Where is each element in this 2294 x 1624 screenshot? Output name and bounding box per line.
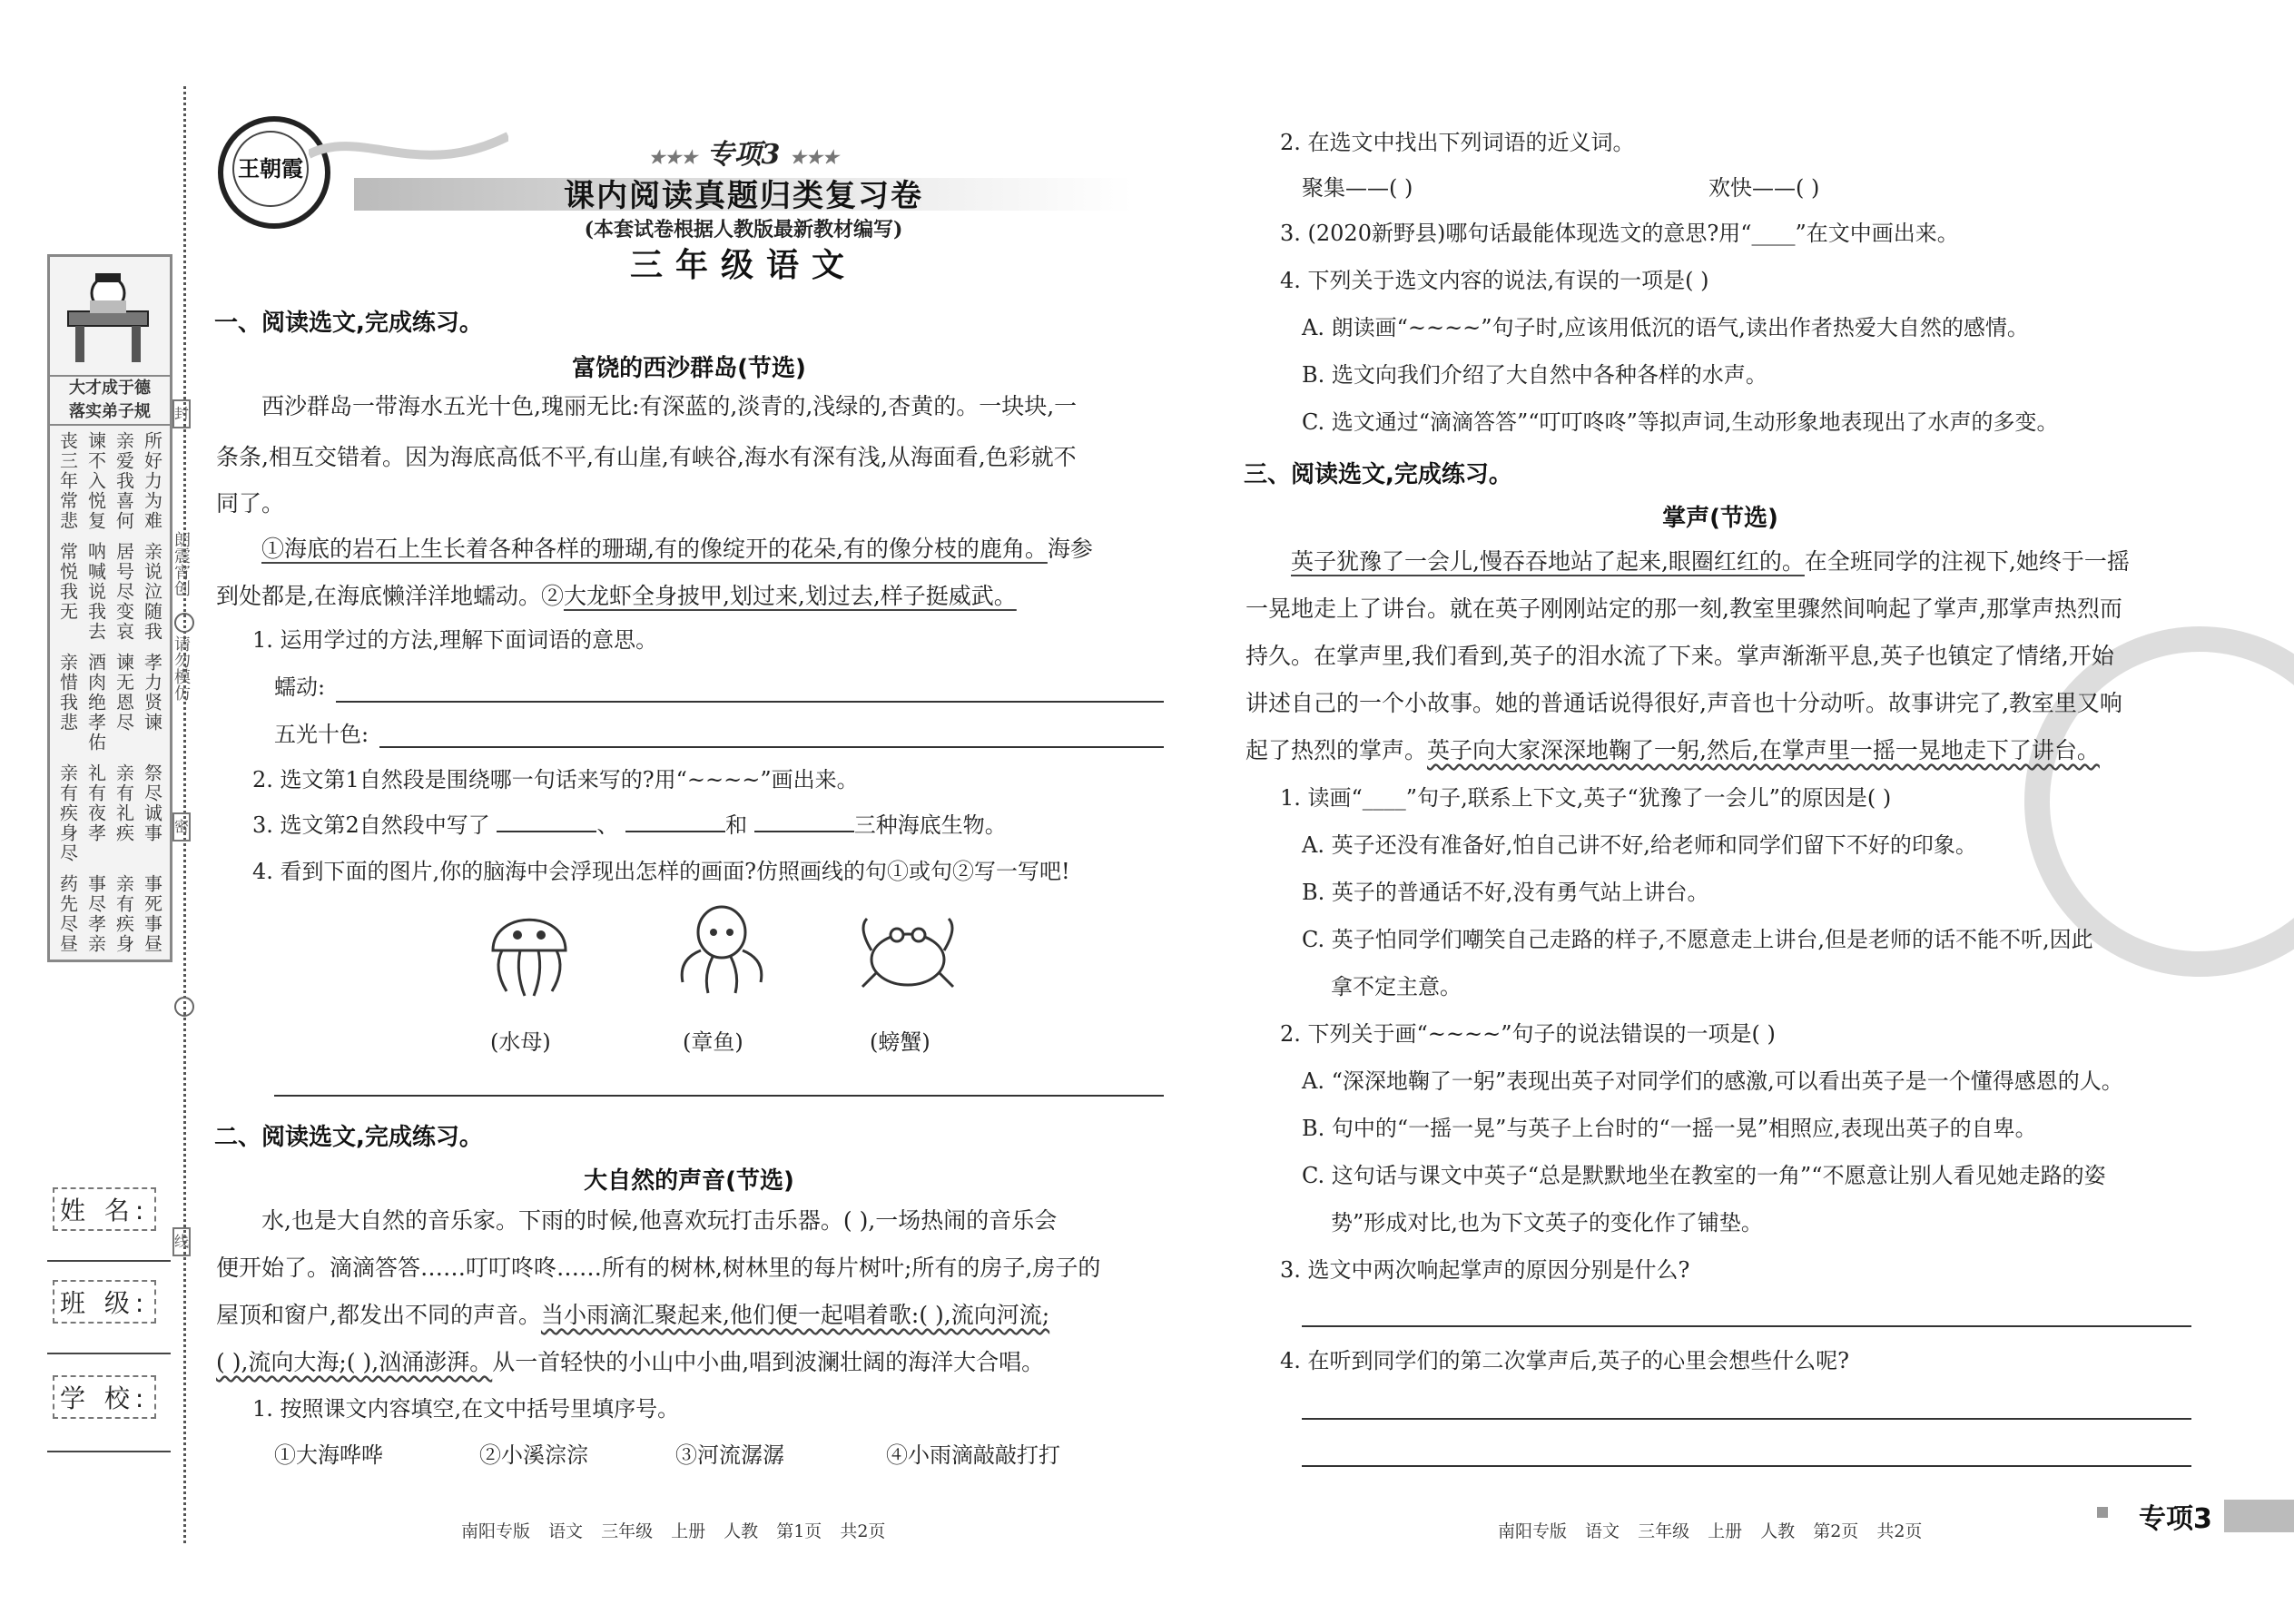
s3-question-3: 3. 选文中两次响起掌声的原因分别是什么? bbox=[1280, 1257, 1690, 1283]
poem-column: 事死事昼 bbox=[141, 874, 163, 954]
stars-left: ★★★ bbox=[648, 146, 698, 168]
poem-column: 呐喊说我去 bbox=[84, 542, 107, 642]
punch-hole-icon bbox=[174, 613, 194, 633]
scholar-icon bbox=[50, 257, 166, 373]
wavy-sentence: 当小雨滴汇聚起来,他们便一起唱着歌:( ),流向河流; bbox=[540, 1302, 1050, 1328]
motto-panel bbox=[47, 254, 172, 962]
poem-block-1 bbox=[50, 426, 170, 536]
underlined-sentence-3: 英子犹豫了一会儿,慢吞吞地站了起来,眼圈红红的。 bbox=[1291, 548, 1805, 575]
poem-column: 亲有疾身 bbox=[113, 874, 135, 954]
s1-question-1: 1. 运用学过的方法,理解下面词语的意思。 bbox=[252, 627, 658, 653]
name-label: 姓 名: bbox=[53, 1187, 156, 1231]
s2-q4-option-a: A. 朗读画“~~~~”句子时,应该用低沉的语气,读出作者热爱大自然的感情。 bbox=[1302, 315, 2029, 340]
passage-fragment: 海参 bbox=[1047, 536, 1093, 562]
wavy-sentence: 英子向大家深深地鞠了一躬,然后,在掌声里一摇一晃地走下了讲台。 bbox=[1427, 737, 2100, 763]
q3-sep: 、 bbox=[596, 812, 619, 838]
s1-q1-word-b: 五光十色: bbox=[274, 722, 369, 747]
crab-label: (螃蟹) bbox=[870, 1029, 930, 1055]
logo-text: 王朝霞 bbox=[232, 131, 309, 207]
school-field[interactable] bbox=[47, 1451, 171, 1452]
jellyfish-label: (水母) bbox=[490, 1029, 551, 1055]
stars-right: ★★★ bbox=[789, 146, 839, 168]
section2-passage-title: 大自然的声音(节选) bbox=[584, 1167, 794, 1195]
subject-title bbox=[354, 132, 1133, 172]
passage-line: 条条,相互交错着。因为海底高低不平,有山崖,有峡谷,海水有深有浅,从海面看,色彩就不 bbox=[216, 444, 1077, 470]
poem-column: 亲说泣随我 bbox=[141, 542, 163, 642]
passage-fragment: 屋顶和窗户,都发出不同的声音。 bbox=[216, 1302, 541, 1328]
passage-fragment: 在全班同学的注视下,她终于一摇 bbox=[1804, 548, 2130, 575]
s3-q4-answer-line-2[interactable] bbox=[1302, 1465, 2191, 1467]
passage-fragment: 到处都是,在海底懒洋洋地蠕动。② bbox=[216, 583, 564, 609]
s1-q1-answer-a[interactable] bbox=[336, 701, 1164, 703]
s3-q3-answer[interactable] bbox=[1302, 1325, 2191, 1327]
poem-column: 丧三年常悲 bbox=[56, 431, 79, 531]
s3-q1-option-a: A. 英子还没有准备好,怕自己讲不好,给老师和同学们留下不好的印象。 bbox=[1302, 832, 1977, 858]
mascot-illustration bbox=[50, 257, 170, 377]
s3-q2-option-b: B. 句中的“一摇一晃”与英子上台时的“一摇一晃”相照应,表现出英子的自卑。 bbox=[1302, 1116, 2037, 1141]
poem-column: 孝力贤谏 bbox=[141, 653, 163, 733]
passage-line: 同了。 bbox=[216, 490, 285, 517]
q3-text: 3. 选文第2自然段中写了 bbox=[252, 812, 490, 838]
margin-text-author: 朗震宵创 bbox=[172, 531, 191, 596]
poem-column: 所好力为难 bbox=[141, 431, 163, 531]
class-field[interactable] bbox=[47, 1353, 171, 1354]
s2-q2-word-a: 聚集——( ) bbox=[1302, 175, 1413, 201]
poem-block-4 bbox=[50, 758, 170, 869]
grade-title: 三年级语文 bbox=[629, 246, 857, 284]
name-field[interactable] bbox=[47, 1260, 171, 1262]
s2-question-4: 4. 下列关于选文内容的说法,有误的一项是( ) bbox=[1280, 268, 1709, 293]
s1-q3-blank[interactable] bbox=[625, 831, 725, 832]
passage-fragment: 从一首轻快的小山中小曲,唱到波澜壮阔的海洋大合唱。 bbox=[492, 1349, 1045, 1375]
underlined-sentence-2: 大龙虾全身披甲,划过来,划过去,样子挺威武。 bbox=[563, 583, 1017, 609]
s1-question-3 bbox=[252, 810, 1007, 841]
passage-line bbox=[1245, 728, 2100, 773]
s3-question-4: 4. 在听到同学们的第二次掌声后,英子的心里会想些什么呢? bbox=[1280, 1348, 1850, 1373]
poem-column: 酒肉绝孝佑 bbox=[84, 653, 107, 753]
passage-line: 水,也是大自然的音乐家。下雨的时候,他喜欢玩打击乐器。( ),一场热闹的音乐会 bbox=[261, 1207, 1058, 1234]
poem-column: 祭尽诚事 bbox=[141, 763, 163, 843]
q3-end: 三种海底生物。 bbox=[853, 812, 1007, 838]
poem-column: 居号尽变哀 bbox=[113, 542, 135, 642]
underlined-sentence-1: ①海底的岩石上生长着各种各样的珊瑚,有的像绽开的花朵,有的像分枝的鹿角。 bbox=[261, 536, 1048, 562]
s2-option-3: ③河流潺潺 bbox=[675, 1442, 784, 1468]
poem-column: 常悦我无 bbox=[56, 542, 79, 622]
s2-question-2: 2. 在选文中找出下列词语的近义词。 bbox=[1280, 130, 1635, 155]
s3-q2-option-a: A. “深深地鞠了一躬”表现出英子对同学们的感激,可以看出英子是一个懂得感恩的人。 bbox=[1302, 1068, 2123, 1094]
poem-column: 事尽孝亲 bbox=[84, 874, 107, 954]
s2-option-2: ②小溪淙淙 bbox=[479, 1442, 588, 1468]
s2-q2-word-b: 欢快——( ) bbox=[1708, 175, 1820, 201]
passage-line bbox=[261, 527, 1093, 572]
s2-question-3: 3. (2020新野县)哪句话最能体现选文的意思?用“____”在文中画出来。 bbox=[1280, 221, 1959, 246]
corner-bar bbox=[2224, 1500, 2294, 1532]
poem-column: 亲爱我喜何 bbox=[113, 431, 135, 531]
passage-line: 便开始了。滴滴答答……叮叮咚咚……所有的树林,树林里的每片树叶;所有的房子,房子的 bbox=[216, 1255, 1101, 1281]
paper-title: 课内阅读真题归类复习卷 bbox=[564, 178, 923, 214]
passage-line: 讲述自己的一个小故事。她的普通话说得很好,声音也十分动听。故事讲完了,教室里又响 bbox=[1245, 690, 2122, 716]
section3-passage-title: 掌声(节选) bbox=[1662, 505, 1778, 532]
section1-passage-title: 富饶的西沙群岛(节选) bbox=[572, 355, 806, 382]
s3-question-1: 1. 读画“____”句子,联系上下文,英子“犹豫了一会儿”的原因是( ) bbox=[1280, 785, 1892, 811]
corner-square-icon bbox=[2097, 1507, 2108, 1518]
poem-column: 谏不入悦复 bbox=[84, 431, 107, 531]
s3-q4-answer-line-1[interactable] bbox=[1302, 1418, 2191, 1420]
s1-question-2: 2. 选文第1自然段是围绕哪一句话来写的?用“~~~~”画出来。 bbox=[252, 767, 859, 792]
s2-option-1: ①大海哗哗 bbox=[274, 1442, 383, 1468]
s3-q1-option-b: B. 英子的普通话不好,没有勇气站上讲台。 bbox=[1302, 880, 1709, 905]
motto-line-2: 落实弟子规 bbox=[50, 400, 170, 426]
s1-question-4: 4. 看到下面的图片,你的脑海中会浮现出怎样的画面?仿照画线的句①或句②写一写吧! bbox=[252, 859, 1070, 884]
passage-line bbox=[216, 1293, 1049, 1338]
s3-q2-option-c: C. 这句话与课文中英子“总是默默地坐在教室的一角”“不愿意让别人看见她走路的姿 bbox=[1302, 1163, 2106, 1188]
s2-q4-option-b: B. 选文向我们介绍了大自然中各种各样的水声。 bbox=[1302, 362, 1767, 388]
motto-line-1: 大才成于德 bbox=[69, 379, 151, 398]
passage-line: 持久。在掌声里,我们看到,英子的泪水流了下来。掌声渐渐平息,英子也镇定了情绪,开始 bbox=[1245, 643, 2114, 669]
footer-page-2: 南阳专版 语文 三年级 上册 人教 第2页 共2页 bbox=[1498, 1521, 1923, 1541]
s2-question-1: 1. 按照课文内容填空,在文中括号里填序号。 bbox=[252, 1396, 680, 1422]
poem-block-3 bbox=[50, 647, 170, 758]
passage-line bbox=[1291, 539, 2130, 585]
crab-icon bbox=[853, 910, 962, 1000]
poem-column: 谏无恩尽 bbox=[113, 653, 135, 733]
s2-q4-option-c: C. 选文通过“滴滴答答”“叮叮咚咚”等拟声词,生动形象地表现出了水声的多变。 bbox=[1302, 409, 2059, 435]
poem-block-2 bbox=[50, 536, 170, 647]
s3-q1-option-c: C. 英子怕同学们嘲笑自己走路的样子,不愿意走上讲台,但是老师的话不能不听,因此 bbox=[1302, 927, 2093, 952]
s1-q1-word-a: 蠕动: bbox=[274, 674, 326, 700]
passage-line bbox=[216, 1340, 1044, 1385]
q3-and: 和 bbox=[725, 812, 748, 838]
poem-column: 礼有夜孝 bbox=[84, 763, 107, 843]
passage-line: 西沙群岛一带海水五光十色,瑰丽无比:有深蓝的,淡青的,浅绿的,杏黄的。一块块,一 bbox=[261, 393, 1078, 419]
octopus-label: (章鱼) bbox=[683, 1029, 743, 1055]
section3-heading: 三、阅读选文,完成练习。 bbox=[1244, 461, 1512, 488]
s3-q2-option-c-cont: 势”形成对比,也为下文英子的变化作了铺垫。 bbox=[1331, 1210, 1763, 1235]
s3-q1-option-c-cont: 拿不定主意。 bbox=[1331, 974, 1462, 999]
poem-column: 药先尽昼 bbox=[56, 874, 79, 954]
jellyfish-icon bbox=[479, 901, 579, 1000]
punch-hole-icon bbox=[174, 997, 194, 1017]
school-label: 学 校: bbox=[53, 1375, 156, 1419]
subject-text: 专项3 bbox=[706, 139, 781, 171]
poem-block-5 bbox=[50, 869, 170, 960]
s2-option-4: ④小雨滴敲敲打打 bbox=[886, 1442, 1060, 1468]
corner-subject-label: 专项3 bbox=[2139, 1503, 2212, 1535]
seal-mark-mi: 密 bbox=[172, 812, 191, 842]
seal-mark-feng: 封 bbox=[172, 399, 191, 428]
section1-heading: 一、阅读选文,完成练习。 bbox=[214, 310, 483, 337]
edition-note: (本套试卷根据人教版最新教材编写) bbox=[584, 218, 903, 241]
wavy-sentence: ( ),流向大海;( ),汹涌澎湃。 bbox=[216, 1349, 493, 1375]
footer-page-1: 南阳专版 语文 三年级 上册 人教 第1页 共2页 bbox=[461, 1521, 886, 1541]
margin-text-warning: 请勿模仿 bbox=[172, 635, 191, 701]
passage-line bbox=[216, 574, 1017, 619]
poem-column: 亲有疾身尽 bbox=[56, 763, 79, 863]
passage-fragment: 起了热烈的掌声。 bbox=[1245, 737, 1428, 763]
section2-heading: 二、阅读选文,完成练习。 bbox=[214, 1124, 483, 1151]
s3-question-2: 2. 下列关于画“~~~~”句子的说法错误的一项是( ) bbox=[1280, 1021, 1776, 1047]
s1-q3-blank[interactable] bbox=[754, 831, 854, 832]
s1-q3-blank[interactable] bbox=[497, 831, 596, 832]
seal-mark-xian: 线 bbox=[172, 1227, 191, 1256]
poem-column: 亲有礼疾 bbox=[113, 763, 135, 843]
class-label: 班 级: bbox=[53, 1280, 156, 1324]
s1-q4-answer[interactable] bbox=[274, 1095, 1164, 1097]
s1-q1-answer-b[interactable] bbox=[379, 746, 1164, 748]
poem-column: 亲惜我悲 bbox=[56, 653, 79, 733]
octopus-icon bbox=[672, 901, 772, 1000]
passage-line: 一晃地走上了讲台。就在英子刚刚站定的那一刻,教室里骤然间响起了掌声,那掌声热烈而 bbox=[1245, 595, 2122, 622]
